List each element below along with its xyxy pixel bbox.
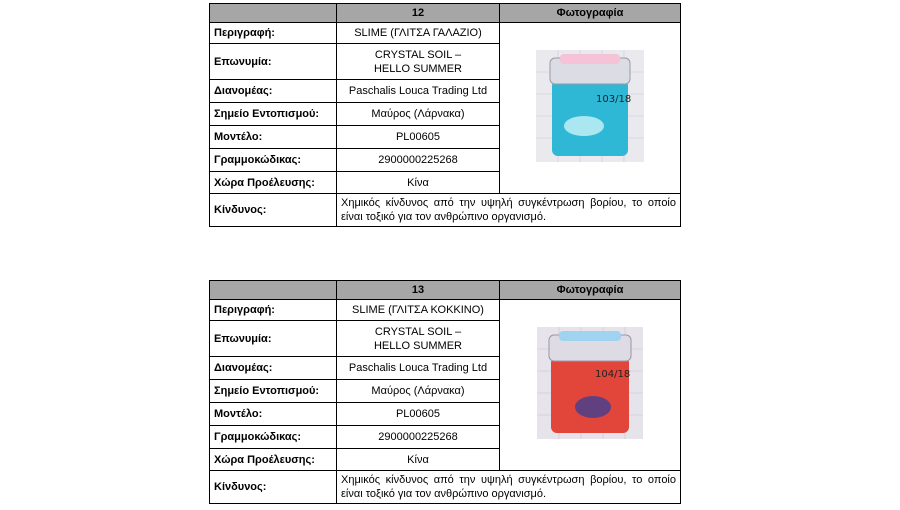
product-photo xyxy=(536,50,644,162)
photo-cell xyxy=(500,300,681,471)
product-number: 12 xyxy=(337,4,500,23)
description-value: SLIME (ΓΛΙΤΣΑ ΓΑΛΑΖΙΟ) xyxy=(337,23,500,44)
origin-label: Χώρα Προέλευσης: xyxy=(210,172,337,194)
location-value: Μαύρος (Λάρνακα) xyxy=(337,103,500,126)
table-row xyxy=(210,23,681,44)
barcode-value: 2900000225268 xyxy=(337,149,500,172)
photo-handwritten-label: 103/18 xyxy=(596,94,632,105)
brand-value xyxy=(337,44,500,80)
distributor-value: Paschalis Louca Trading Ltd xyxy=(337,80,500,103)
table-row xyxy=(210,471,681,504)
photo-cell xyxy=(500,23,681,194)
brand-line-1: CRYSTAL SOIL – xyxy=(374,325,462,338)
brand-label: Επωνυμία: xyxy=(210,44,337,80)
origin-value: Κίνα xyxy=(337,172,500,194)
location-label: Σημείο Εντοπισμού: xyxy=(210,380,337,403)
header-blank-cell xyxy=(210,281,337,300)
brand-line-2: HELLO SUMMER xyxy=(373,339,463,352)
origin-label: Χώρα Προέλευσης: xyxy=(210,449,337,471)
model-value: PL00605 xyxy=(337,126,500,149)
distributor-label: Διανομέας: xyxy=(210,80,337,103)
photo-header: Φωτογραφία xyxy=(500,281,681,300)
location-label: Σημείο Εντοπισμού: xyxy=(210,103,337,126)
brand-line-1: CRYSTAL SOIL – xyxy=(374,48,462,61)
table-header-row xyxy=(210,4,681,23)
risk-value: Χημικός κίνδυνος από την υψηλή συγκέντρωση βορίου, το οποίο είναι τοξικό για τον ανθρώπινο οργανισμό. xyxy=(337,471,681,504)
barcode-label: Γραμμοκώδικας: xyxy=(210,426,337,449)
description-label: Περιγραφή: xyxy=(210,23,337,44)
origin-value: Κίνα xyxy=(337,449,500,471)
brand-value xyxy=(337,321,500,357)
risk-value: Χημικός κίνδυνος από την υψηλή συγκέντρωση βορίου, το οποίο είναι τοξικό για τον ανθρώπινο οργανισμό. xyxy=(337,194,681,227)
product-photo xyxy=(537,327,643,439)
risk-label: Κίνδυνος: xyxy=(210,471,337,504)
brand-line-2: HELLO SUMMER xyxy=(373,62,463,75)
photo-handwritten-label: 104/18 xyxy=(595,369,631,380)
distributor-label: Διανομέας: xyxy=(210,357,337,380)
model-label: Μοντέλο: xyxy=(210,403,337,426)
location-value: Μαύρος (Λάρνακα) xyxy=(337,380,500,403)
model-label: Μοντέλο: xyxy=(210,126,337,149)
product-number: 13 xyxy=(337,281,500,300)
distributor-value: Paschalis Louca Trading Ltd xyxy=(337,357,500,380)
model-value: PL00605 xyxy=(337,403,500,426)
table-row xyxy=(210,194,681,227)
risk-label: Κίνδυνος: xyxy=(210,194,337,227)
product-table xyxy=(209,280,681,504)
table-header-row xyxy=(210,281,681,300)
barcode-label: Γραμμοκώδικας: xyxy=(210,149,337,172)
header-blank-cell xyxy=(210,4,337,23)
description-value: SLIME (ΓΛΙΤΣΑ ΚΟΚΚΙΝΟ) xyxy=(337,300,500,321)
photo-header: Φωτογραφία xyxy=(500,4,681,23)
barcode-value: 2900000225268 xyxy=(337,426,500,449)
product-table xyxy=(209,3,681,227)
brand-label: Επωνυμία: xyxy=(210,321,337,357)
table-row xyxy=(210,300,681,321)
description-label: Περιγραφή: xyxy=(210,300,337,321)
